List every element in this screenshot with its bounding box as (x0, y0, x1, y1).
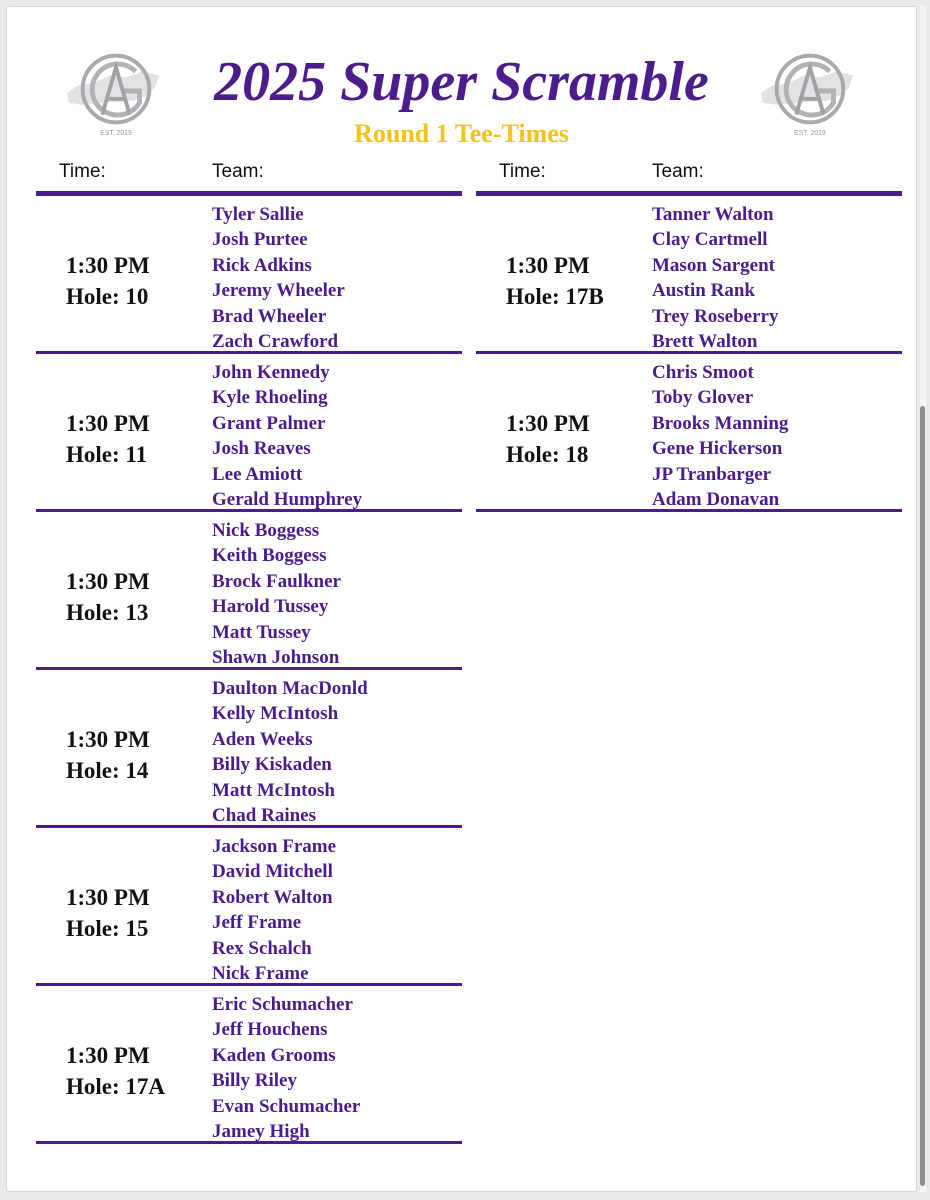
team-player-list (212, 992, 360, 1144)
player-name: Tanner Walton (652, 204, 774, 225)
tee-time-cell (506, 408, 656, 470)
tee-time: 1:30 PM (66, 569, 150, 594)
player-name: Matt McIntosh (212, 779, 335, 801)
tee-time-group (36, 354, 462, 512)
player-name: Zach Crawford (212, 331, 339, 353)
player-name: Josh Purtee (212, 229, 308, 251)
team-player-list (212, 676, 368, 828)
player-name: Brad Wheeler (212, 305, 327, 327)
player-name: Billy Kiskaden (212, 754, 332, 776)
player-name: Kelly McIntosh (212, 703, 339, 725)
player-name: Clay Cartmell (652, 229, 768, 251)
team-header: Team: (212, 161, 264, 182)
player-name: Jackson Frame (212, 836, 337, 857)
tee-time-cell (66, 250, 216, 312)
tee-time-group (476, 354, 902, 512)
tee-time-cell (66, 724, 216, 786)
player-name: Adam Donavan (652, 489, 780, 511)
tee-time-group (36, 670, 462, 828)
left-column (36, 157, 462, 1144)
player-name: Harold Tussey (212, 596, 329, 618)
player-name: Grant Palmer (212, 412, 326, 434)
player-name: JP Tranbarger (652, 463, 772, 485)
tee-time-cell (66, 1040, 216, 1102)
player-name: Lee Amiott (212, 463, 303, 485)
team-player-list (212, 834, 336, 986)
tee-time-group (36, 828, 462, 986)
tee-time: 1:30 PM (66, 885, 150, 910)
player-name: Keith Boggess (212, 545, 327, 567)
team-player-list (652, 360, 788, 512)
player-name: Austin Rank (652, 280, 755, 302)
tee-time-cell (506, 250, 656, 312)
hole-number: Hole: 15 (66, 916, 149, 941)
tee-time-group (36, 512, 462, 670)
player-name: Jamey High (212, 1121, 310, 1143)
tee-time-group (36, 196, 462, 354)
team-header: Team: (652, 161, 704, 182)
player-name: Chad Raines (212, 805, 316, 827)
player-name: Aden Weeks (212, 728, 313, 750)
tee-time: 1:30 PM (506, 411, 590, 436)
left-tee-time-list (36, 196, 462, 1144)
team-player-list (652, 202, 778, 354)
player-name: Matt Tussey (212, 621, 311, 643)
player-name: Robert Walton (212, 886, 333, 908)
team-player-list (212, 202, 345, 354)
player-name: Nick Frame (212, 963, 309, 985)
player-name: Rex Schalch (212, 937, 312, 959)
hole-number: Hole: 18 (506, 442, 589, 467)
player-name: John Kennedy (212, 362, 330, 383)
player-name: Eric Schumacher (212, 994, 353, 1015)
hole-number: Hole: 14 (66, 758, 149, 783)
player-name: Mason Sargent (652, 254, 775, 276)
player-name: Jeremy Wheeler (212, 280, 345, 302)
hole-number: Hole: 11 (66, 442, 148, 467)
team-player-list (212, 518, 341, 670)
tee-time-cell (66, 882, 216, 944)
tee-time: 1:30 PM (66, 1043, 150, 1068)
player-name: Brett Walton (652, 331, 758, 353)
tee-time-cell (66, 566, 216, 628)
left-column-header (36, 157, 462, 196)
page-title: 2025 Super Scramble (214, 51, 709, 113)
player-name: David Mitchell (212, 861, 333, 883)
right-tee-time-list (476, 196, 902, 512)
player-name: Brock Faulkner (212, 570, 341, 592)
player-name: Rick Adkins (212, 254, 312, 276)
tee-time-group (36, 986, 462, 1144)
page-subtitle: Round 1 Tee-Times (354, 119, 569, 148)
player-name: Jeff Frame (212, 912, 302, 934)
hole-number: Hole: 17A (66, 1074, 166, 1099)
tee-time: 1:30 PM (66, 411, 150, 436)
time-header: Time: (59, 161, 106, 182)
player-name: Shawn Johnson (212, 647, 340, 669)
player-name: Chris Smoot (652, 362, 754, 383)
hole-number: Hole: 17B (506, 284, 604, 309)
tee-time: 1:30 PM (506, 253, 590, 278)
player-name: Jeff Houchens (212, 1019, 328, 1041)
tee-time-group (476, 196, 902, 354)
player-name: Tyler Sallie (212, 204, 304, 225)
player-name: Billy Riley (212, 1070, 297, 1092)
player-name: Nick Boggess (212, 520, 320, 541)
player-name: Brooks Manning (652, 412, 789, 434)
hole-number: Hole: 10 (66, 284, 149, 309)
logo-est-text-left: EST. 2019 (100, 130, 132, 138)
player-name: Daulton MacDonld (212, 678, 368, 699)
document-page (6, 6, 917, 1192)
player-name: Evan Schumacher (212, 1095, 361, 1117)
player-name: Kyle Rhoeling (212, 387, 328, 409)
scrollbar-thumb[interactable] (920, 406, 925, 1186)
tee-time: 1:30 PM (66, 253, 150, 278)
right-column (476, 157, 902, 512)
tee-time: 1:30 PM (66, 727, 150, 752)
right-column-header (476, 157, 902, 196)
player-name: Trey Roseberry (652, 305, 779, 327)
player-name: Toby Glover (652, 387, 754, 409)
player-name: Gerald Humphrey (212, 489, 363, 511)
team-player-list (212, 360, 362, 512)
player-name: Gene Hickerson (652, 438, 783, 460)
hole-number: Hole: 13 (66, 600, 149, 625)
tee-time-cell (66, 408, 216, 470)
player-name: Kaden Grooms (212, 1044, 336, 1066)
time-header: Time: (499, 161, 546, 182)
logo-est-text-right: EST. 2019 (794, 130, 826, 138)
player-name: Josh Reaves (212, 438, 311, 460)
